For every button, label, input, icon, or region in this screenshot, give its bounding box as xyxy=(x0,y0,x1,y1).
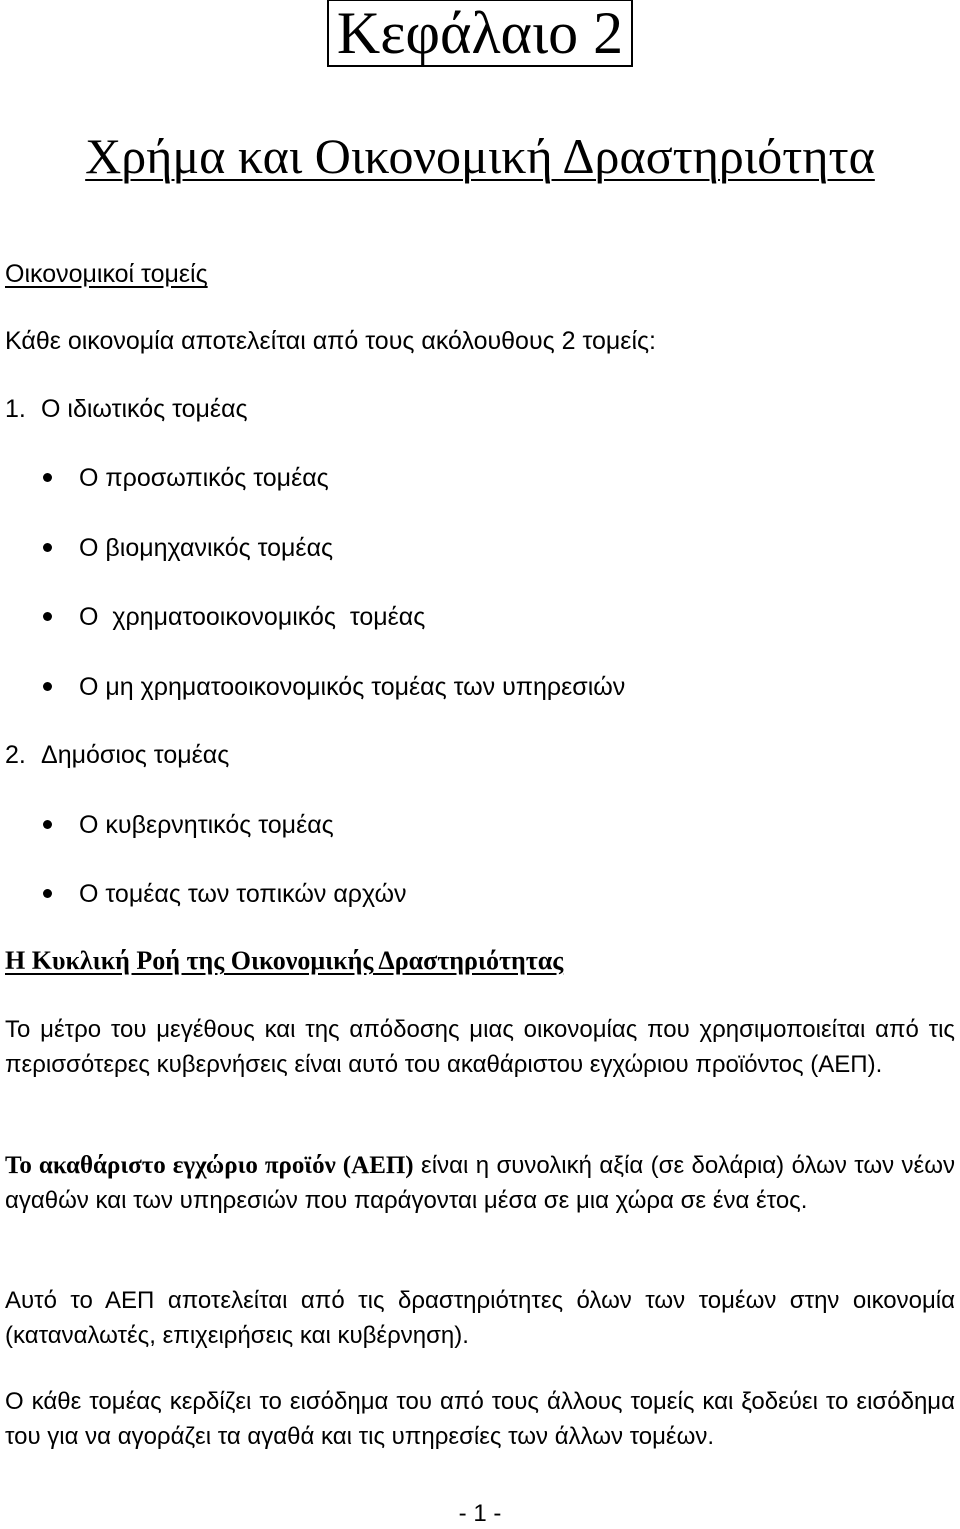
page-number: - 1 - xyxy=(458,1500,502,1527)
page-title: Χρήμα και Οικονομική Δραστηριότητα xyxy=(85,128,875,184)
list-item-private-sector: Ο ιδιωτικός τομέας xyxy=(41,395,248,423)
paragraph-gdp-definition xyxy=(5,1148,955,1218)
bullet-icon xyxy=(43,543,52,552)
list-item: Ο μη χρηματοοικονομικός τομέας των υπηρεσιών xyxy=(79,673,626,701)
section-heading-circular-flow: Η Κυκλική Ροή της Οικονομικής Δραστηριότητας xyxy=(5,946,564,975)
chapter-title-text: Κεφάλαιο 2 xyxy=(327,0,633,67)
paragraph-gdp-composition: Αυτό το ΑΕΠ αποτελείται από τις δραστηριότητες όλων των τομέων στην οικονομία (καταναλωτές, επιχειρήσεις και κυβέρνηση). xyxy=(5,1287,955,1349)
bullet-icon xyxy=(43,612,52,621)
list-item: Ο προσωπικός τομέας xyxy=(79,464,329,492)
gdp-term: Το ακαθάριστο εγχώριο προϊόν (ΑΕΠ) xyxy=(5,1152,414,1179)
list-item: Ο τομέας των τοπικών αρχών xyxy=(79,880,407,908)
list-number-2: 2. xyxy=(5,741,26,769)
chapter-title xyxy=(0,0,960,68)
bullet-icon xyxy=(43,889,52,898)
gdp-definition-text: είναι η συνολική αξία (σε δολάρια) όλων των νέων αγαθών και των υπηρεσιών που παράγονται μέσα σε μια χώρα σε ένα έτος. xyxy=(5,1152,955,1214)
list-item: Ο χρηματοοικονομικός τομέας xyxy=(79,603,426,631)
section-heading-sectors: Οικονομικοί τομείς xyxy=(5,260,208,288)
list-item: Ο κυβερνητικός τομέας xyxy=(79,811,334,839)
paragraph-measure: Το μέτρο του μεγέθους και της απόδοσης μιας οικονομίας που χρησιμοποιείται από τις περισσότερες κυβερνήσεις είναι αυτό του ακαθάριστου εγχώριου προϊόντος (ΑΕΠ). xyxy=(5,1016,955,1078)
bullet-icon xyxy=(43,682,52,691)
list-item: Ο βιομηχανικός τομέας xyxy=(79,534,334,562)
bullet-icon xyxy=(43,473,52,482)
list-number-1: 1. xyxy=(5,395,26,423)
paragraph-sector-income: Ο κάθε τομέας κερδίζει το εισόδημα του από τους άλλους τομείς και ξοδεύει το εισόδημα του για να αγοράζει τα αγαθά και τις υπηρεσίες των άλλων τομέων. xyxy=(5,1388,955,1450)
intro-text: Κάθε οικονομία αποτελείται από τους ακόλουθους 2 τομείς: xyxy=(5,327,656,355)
list-item-public-sector: Δημόσιος τομέας xyxy=(41,741,230,769)
bullet-icon xyxy=(43,820,52,829)
